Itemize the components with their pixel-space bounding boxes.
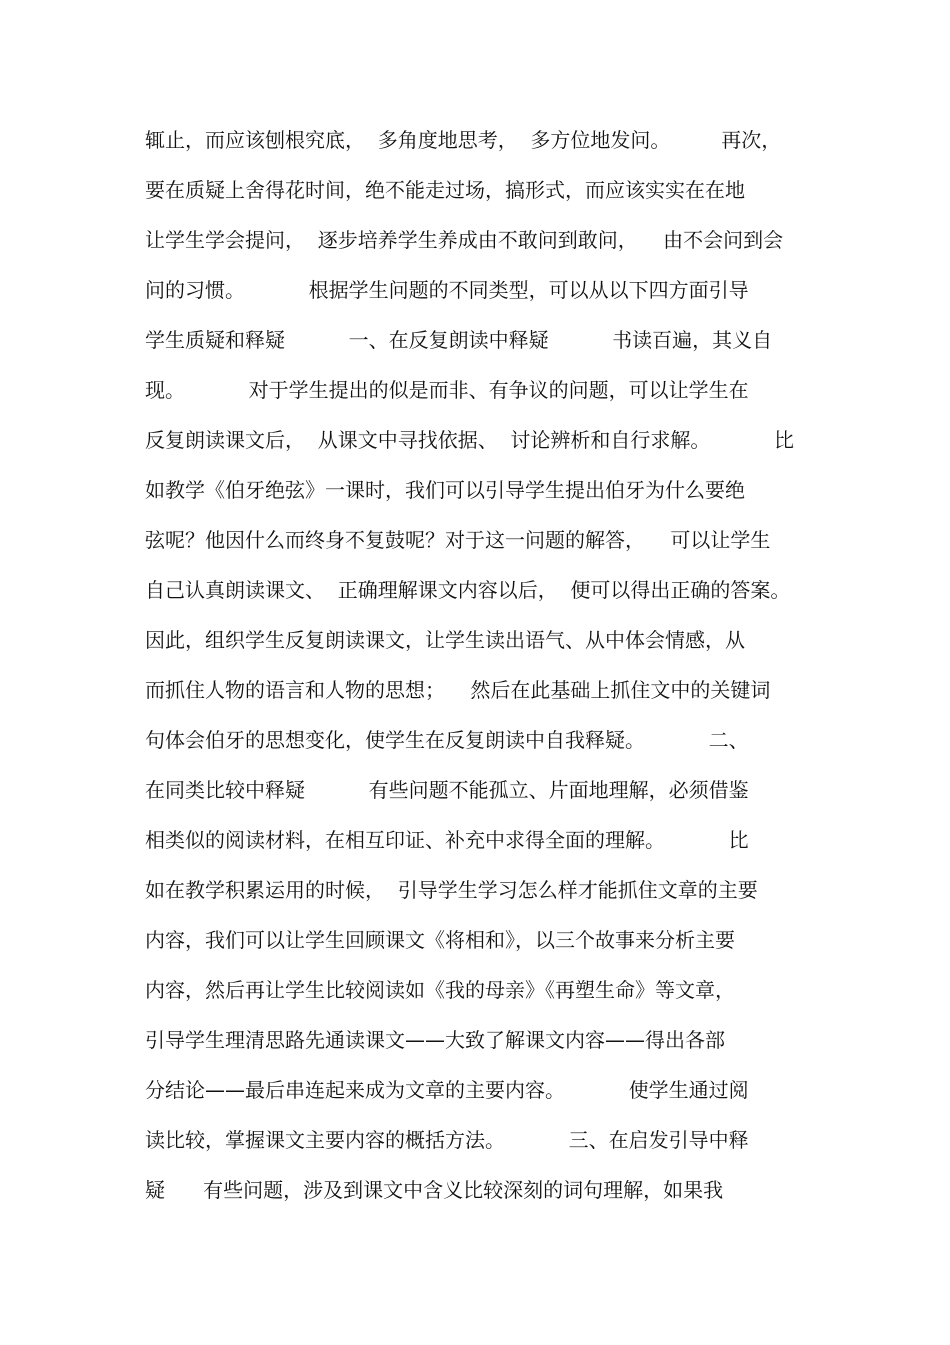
text-line: 要在质疑上舍得花时间，绝不能走过场，搞形式，而应该实实在在地 (145, 178, 745, 202)
document-body (145, 118, 810, 1218)
text-line: 相类似的阅读材料，在相互印证、补充中求得全面的理解。 比 (145, 828, 749, 852)
text-line: 疑 有些问题，涉及到课文中含义比较深刻的词句理解，如果我 (145, 1178, 724, 1202)
text-line: 反复朗读课文后， 从课文中寻找依据、 讨论辨析和自行求解。 比 (145, 428, 795, 452)
text-line: 让学生学会提问， 逐步培养学生养成由不敢问到敢问， 由不会问到会 (145, 228, 784, 252)
text-line: 在同类比较中释疑 有些问题不能孤立、片面地理解，必须借鉴 (145, 778, 749, 802)
text-line: 学生质疑和释疑 一、在反复朗读中释疑 书读百遍，其义自 (145, 328, 773, 352)
text-line: 如教学《伯牙绝弦》一课时，我们可以引导学生提出伯牙为什么要绝 (145, 478, 745, 502)
text-line: 如在教学积累运用的时候， 引导学生学习怎么样才能抓住文章的主要 (145, 878, 758, 902)
text-line: 内容，我们可以让学生回顾课文《将相和》，以三个故事来分析主要 (145, 928, 735, 952)
text-line: 读比较，掌握课文主要内容的概括方法。 三、在启发引导中释 (145, 1128, 749, 1152)
text-line: 弦呢？他因什么而终身不复鼓呢？对于这一问题的解答， 可以让学生 (145, 528, 771, 552)
text-line: 自己认真朗读课文、 正确理解课文内容以后， 便可以得出正确的答案。 (145, 578, 791, 602)
text-line: 辄止，而应该刨根究底， 多角度地思考， 多方位地发问。 再次， (145, 128, 782, 152)
text-line: 问的习惯。 根据学生问题的不同类型，可以从以下四方面引导 (145, 278, 749, 302)
text-line: 引导学生理清思路先通读课文——大致了解课文内容——得出各部 (145, 1028, 725, 1052)
text-line: 而抓住人物的语言和人物的思想； 然后在此基础上抓住文中的关键词 (145, 678, 771, 702)
text-line: 内容，然后再让学生比较阅读如《我的母亲》《再塑生命》等文章， (145, 978, 735, 1002)
text-line: 分结论——最后串连起来成为文章的主要内容。 使学生通过阅 (145, 1078, 749, 1102)
text-line: 现。 对于学生提出的似是而非、有争议的问题，可以让学生在 (145, 378, 749, 402)
text-line: 因此，组织学生反复朗读课文，让学生读出语气、从中体会情感，从 (145, 628, 745, 652)
text-line: 句体会伯牙的思想变化，使学生在反复朗读中自我释疑。 二、 (145, 728, 749, 752)
